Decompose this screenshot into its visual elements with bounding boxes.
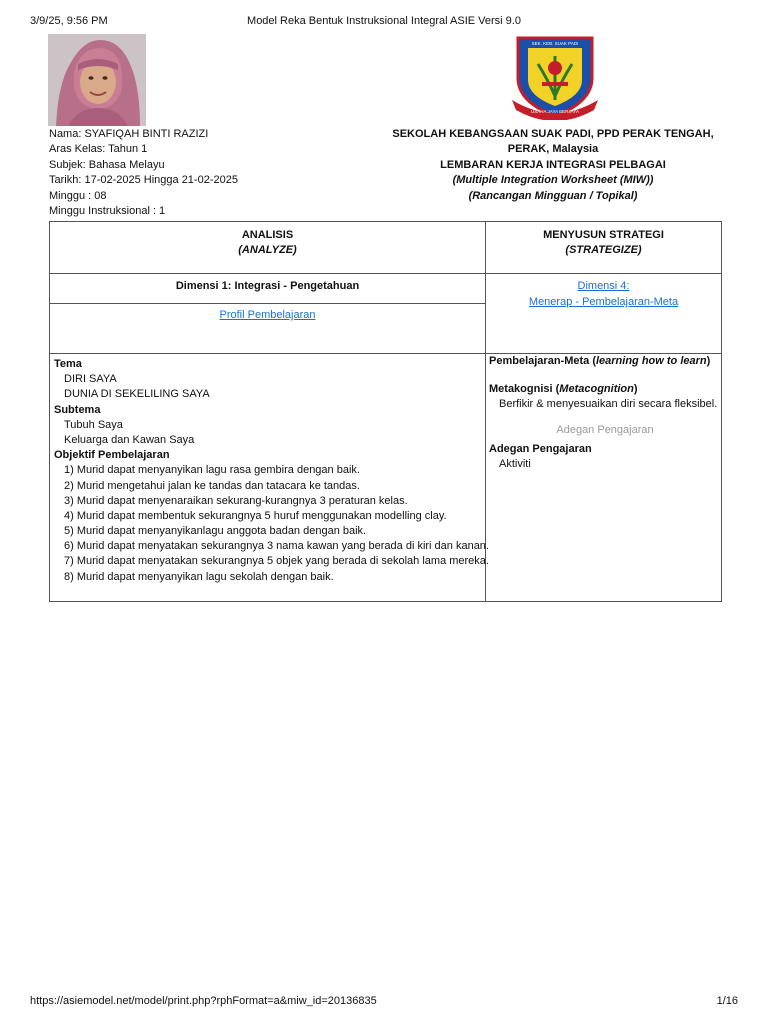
objective-item: 4) Murid dapat membentuk sekurangnya 5 huruf menggunakan modelling clay. bbox=[64, 509, 447, 522]
worksheet-title: LEMBARAN KERJA INTEGRASI PELBAGAI bbox=[440, 158, 666, 171]
list-item: Tubuh Saya bbox=[64, 418, 123, 431]
week-number: Minggu : 08 bbox=[49, 189, 107, 202]
worksheet-subtitle: (Multiple Integration Worksheet (MIW)) bbox=[452, 174, 654, 187]
analyze-title: ANALISIS bbox=[241, 229, 294, 241]
objective-item: 2) Murid mengetahui jalan ke tandas dan tatacara ke tandas. bbox=[64, 479, 360, 492]
objective-item: 1) Murid dapat menyanyikan lagu rasa gembira dengan baik. bbox=[64, 464, 360, 477]
miw-table bbox=[49, 221, 722, 602]
date-range: Tarikh: 17-02-2025 Hingga 21-02-2025 bbox=[49, 174, 238, 187]
print-title: Model Reka Bentuk Instruksional Integral ASIE Versi 9.0 bbox=[247, 15, 521, 27]
analyze-subtitle: (ANALYZE) bbox=[238, 244, 297, 256]
plan-type: (Rancangan Mingguan / Topikal) bbox=[468, 189, 638, 202]
list-item: DUNIA DI SEKELILING SAYA bbox=[64, 388, 210, 401]
objektif-label: Objektif Pembelajaran bbox=[54, 449, 170, 462]
objective-item: 7) Murid dapat menyatakan sekurangnya 5 objek yang berada di sekolah lama mereka. bbox=[64, 555, 489, 568]
profile-link[interactable]: Profil Pembelajaran bbox=[219, 309, 316, 321]
strategize-subtitle: (STRATEGIZE) bbox=[565, 244, 642, 256]
svg-text:USAHA JAYA BERJAYA: USAHA JAYA BERJAYA bbox=[531, 109, 579, 114]
objective-item: 8) Murid dapat menyanyikan lagu sekolah dengan baik. bbox=[64, 570, 334, 583]
school-name: SEKOLAH KEBANGSAAN SUAK PADI, PPD PERAK TENGAH, bbox=[392, 128, 714, 140]
list-item: Keluarga dan Kawan Saya bbox=[64, 433, 195, 446]
strategize-title: MENYUSUN STRATEGI bbox=[543, 229, 664, 241]
metacognition-label: Metakognisi (Metacognition) bbox=[489, 383, 638, 396]
adegan-label: Adegan Pengajaran bbox=[489, 442, 592, 455]
row-divider-header bbox=[50, 273, 721, 274]
school-state: PERAK, Malaysia bbox=[507, 143, 599, 156]
print-datetime: 3/9/25, 9:56 PM bbox=[30, 15, 108, 27]
page-number: 1/16 bbox=[716, 995, 738, 1007]
svg-text:SEK. KEB. SUAK PADI: SEK. KEB. SUAK PADI bbox=[531, 41, 579, 46]
analyze-header bbox=[50, 228, 485, 258]
aktiviti-item: Aktiviti bbox=[499, 457, 531, 470]
list-item: DIRI SAYA bbox=[64, 373, 117, 386]
instructional-week: Minggu Instruksional : 1 bbox=[49, 204, 166, 217]
class-level: Aras Kelas: Tahun 1 bbox=[49, 143, 148, 156]
print-header bbox=[30, 15, 738, 29]
dimension-4-link[interactable]: Dimensi 4: bbox=[577, 280, 630, 292]
objective-item: 3) Murid dapat menyenaraikan sekurang-kurangnya 3 peraturan kelas. bbox=[64, 494, 408, 507]
meta-learning-link[interactable]: Menerap - Pembelajaran-Meta bbox=[528, 296, 679, 308]
school-logo bbox=[508, 34, 602, 120]
row-divider-dimension bbox=[50, 303, 485, 304]
strategize-header bbox=[486, 228, 721, 258]
teacher-photo bbox=[48, 34, 146, 126]
strategize-content bbox=[489, 354, 721, 472]
objective-item: 6) Murid dapat menyatakan sekurangnya 3 nama kawan yang berada di kiri dan kanan. bbox=[64, 540, 489, 553]
dimension-4-block bbox=[486, 278, 721, 310]
adegan-muted-heading: Adegan Pengajaran bbox=[556, 423, 654, 436]
tema-label: Tema bbox=[54, 358, 82, 370]
school-info bbox=[390, 127, 716, 204]
dimension-1-label: Dimensi 1: Integrasi - Pengetahuan bbox=[175, 280, 360, 292]
analyze-content bbox=[54, 357, 489, 585]
meta-learning-label: Pembelajaran-Meta (learning how to learn) bbox=[489, 355, 711, 367]
metacognition-item: Berfikir & menyesuaikan diri secara fleksibel. bbox=[499, 398, 718, 411]
subject: Subjek: Bahasa Melayu bbox=[49, 158, 165, 171]
objective-item: 5) Murid dapat menyanyikanlagu anggota badan dengan baik. bbox=[64, 525, 367, 538]
teacher-info bbox=[49, 127, 349, 219]
teacher-name: Nama: SYAFIQAH BINTI RAZIZI bbox=[49, 128, 209, 140]
print-footer bbox=[30, 995, 738, 1009]
print-url[interactable]: https://asiemodel.net/model/print.php?rphFormat=a&miw_id=20136835 bbox=[30, 995, 377, 1007]
subtema-label: Subtema bbox=[54, 403, 101, 416]
